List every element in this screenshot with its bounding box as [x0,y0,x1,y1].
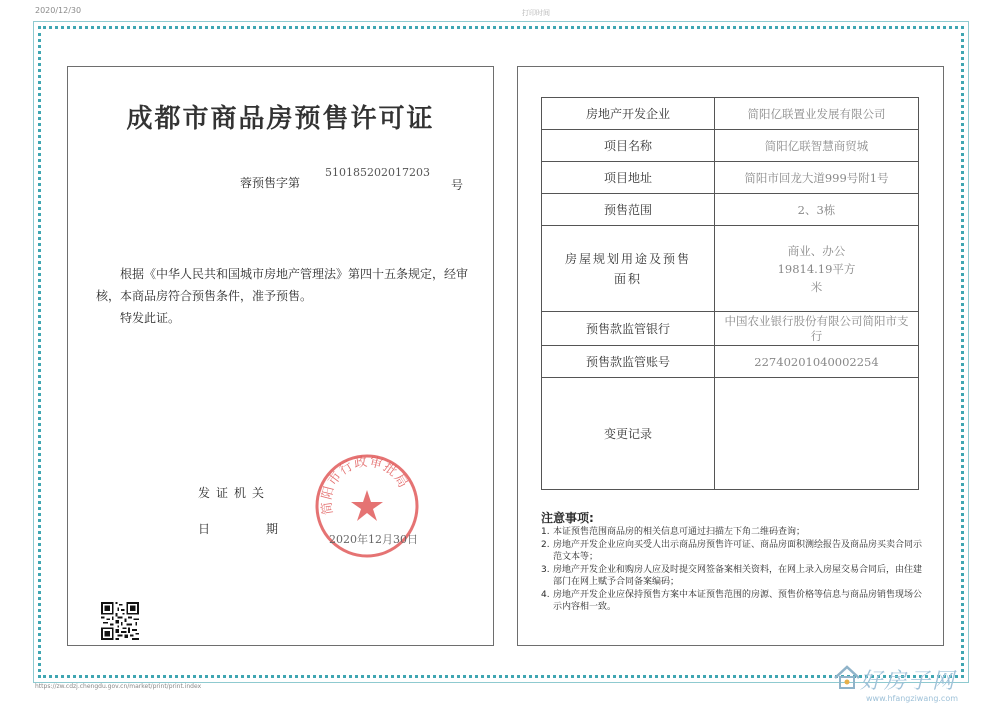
table-row [542,378,919,490]
row-label: 房屋规划用途及预售面积 [542,226,715,312]
note-text: 本证预售范围商品房的相关信息可通过扫描左下角二维码查询； [553,527,806,537]
certificate-special: 特发此证。 [120,311,181,325]
row-value [715,378,919,490]
row-value: 简阳亿联置业发展有限公司 [715,98,919,130]
row-value: 商业、办公 19814.19平方米 [715,226,919,312]
row-value: 22740201040002254 [715,346,919,378]
row-label: 项目名称 [542,130,715,162]
date-label-2: 期 [266,522,279,536]
note-number: 4. [541,589,550,600]
note-text: 房地产开发企业和购房人应及时提交网签备案相关资料，在网上录入房屋交易合同后，由住建部门在网上赋予合同备案编码； [553,564,923,587]
table-row [542,194,919,226]
permit-suffix: 号 [451,178,464,192]
row-label: 房地产开发企业 [542,98,715,130]
list-item [541,564,926,589]
certificate-body: 根据《中华人民共和国城市房地产管理法》第四十五条规定，经审核，本商品房符合预售条件，准予预售。 [96,267,469,303]
note-number: 1. [541,527,550,537]
permit-number: 510185202017203 [325,166,430,179]
notes-title: 注意事项: [541,511,594,525]
permit-prefix: 蓉预售字第 [240,176,301,190]
table-row [542,98,919,130]
row-value: 2、3栋 [715,194,919,226]
certificate-title: 成都市商品房预售许可证 [126,104,435,134]
watermark-text: 好房子网 [860,669,957,694]
list-item [541,539,926,564]
scan-date: 2020/12/30 [35,6,82,15]
row-label: 变更记录 [542,378,715,490]
details-table [541,97,919,490]
note-text: 房地产开发企业应保持预售方案中本证预售范围的房源、预售价格等信息与商品房销售现场公示内容相一致。 [553,589,923,612]
row-value: 简阳市回龙大道999号附1号 [715,162,919,194]
qr-code-icon [101,602,139,640]
note-text: 房地产开发企业应向买受人出示商品房预售许可证、商品房面积测绘报告及商品房买卖合同示范文本等； [553,539,923,562]
row-value: 简阳亿联智慧商贸城 [715,130,919,162]
row-label: 预售范围 [542,194,715,226]
seal-text: 简阳市行政审批局 [319,454,411,516]
certificate-left-panel [67,66,494,646]
seal-star-icon [351,490,383,521]
issue-date: 2020年12月30日 [329,533,418,546]
table-row [542,312,919,346]
list-item [541,589,926,614]
note-number: 2. [541,539,550,550]
table-row [542,226,919,312]
row-value: 中国农业银行股份有限公司简阳市支行 [715,312,919,346]
list-item [541,526,926,539]
watermark-url: www.hfangziwang.com [866,694,959,703]
date-label-1: 日 [198,522,211,536]
notes-list [541,526,926,614]
row-label: 预售款监管账号 [542,346,715,378]
row-label: 项目地址 [542,162,715,194]
table-row [542,346,919,378]
footer-url: https://zw.cdzj.chengdu.gov.cn/market/print/print.index [35,683,202,690]
row-label: 预售款监管银行 [542,312,715,346]
table-row [542,162,919,194]
note-number: 3. [541,564,550,575]
issuer-label: 发证机关 [198,486,271,500]
print-mark: 打印时间 [522,9,550,17]
house-logo-icon [832,662,862,692]
table-row [542,130,919,162]
